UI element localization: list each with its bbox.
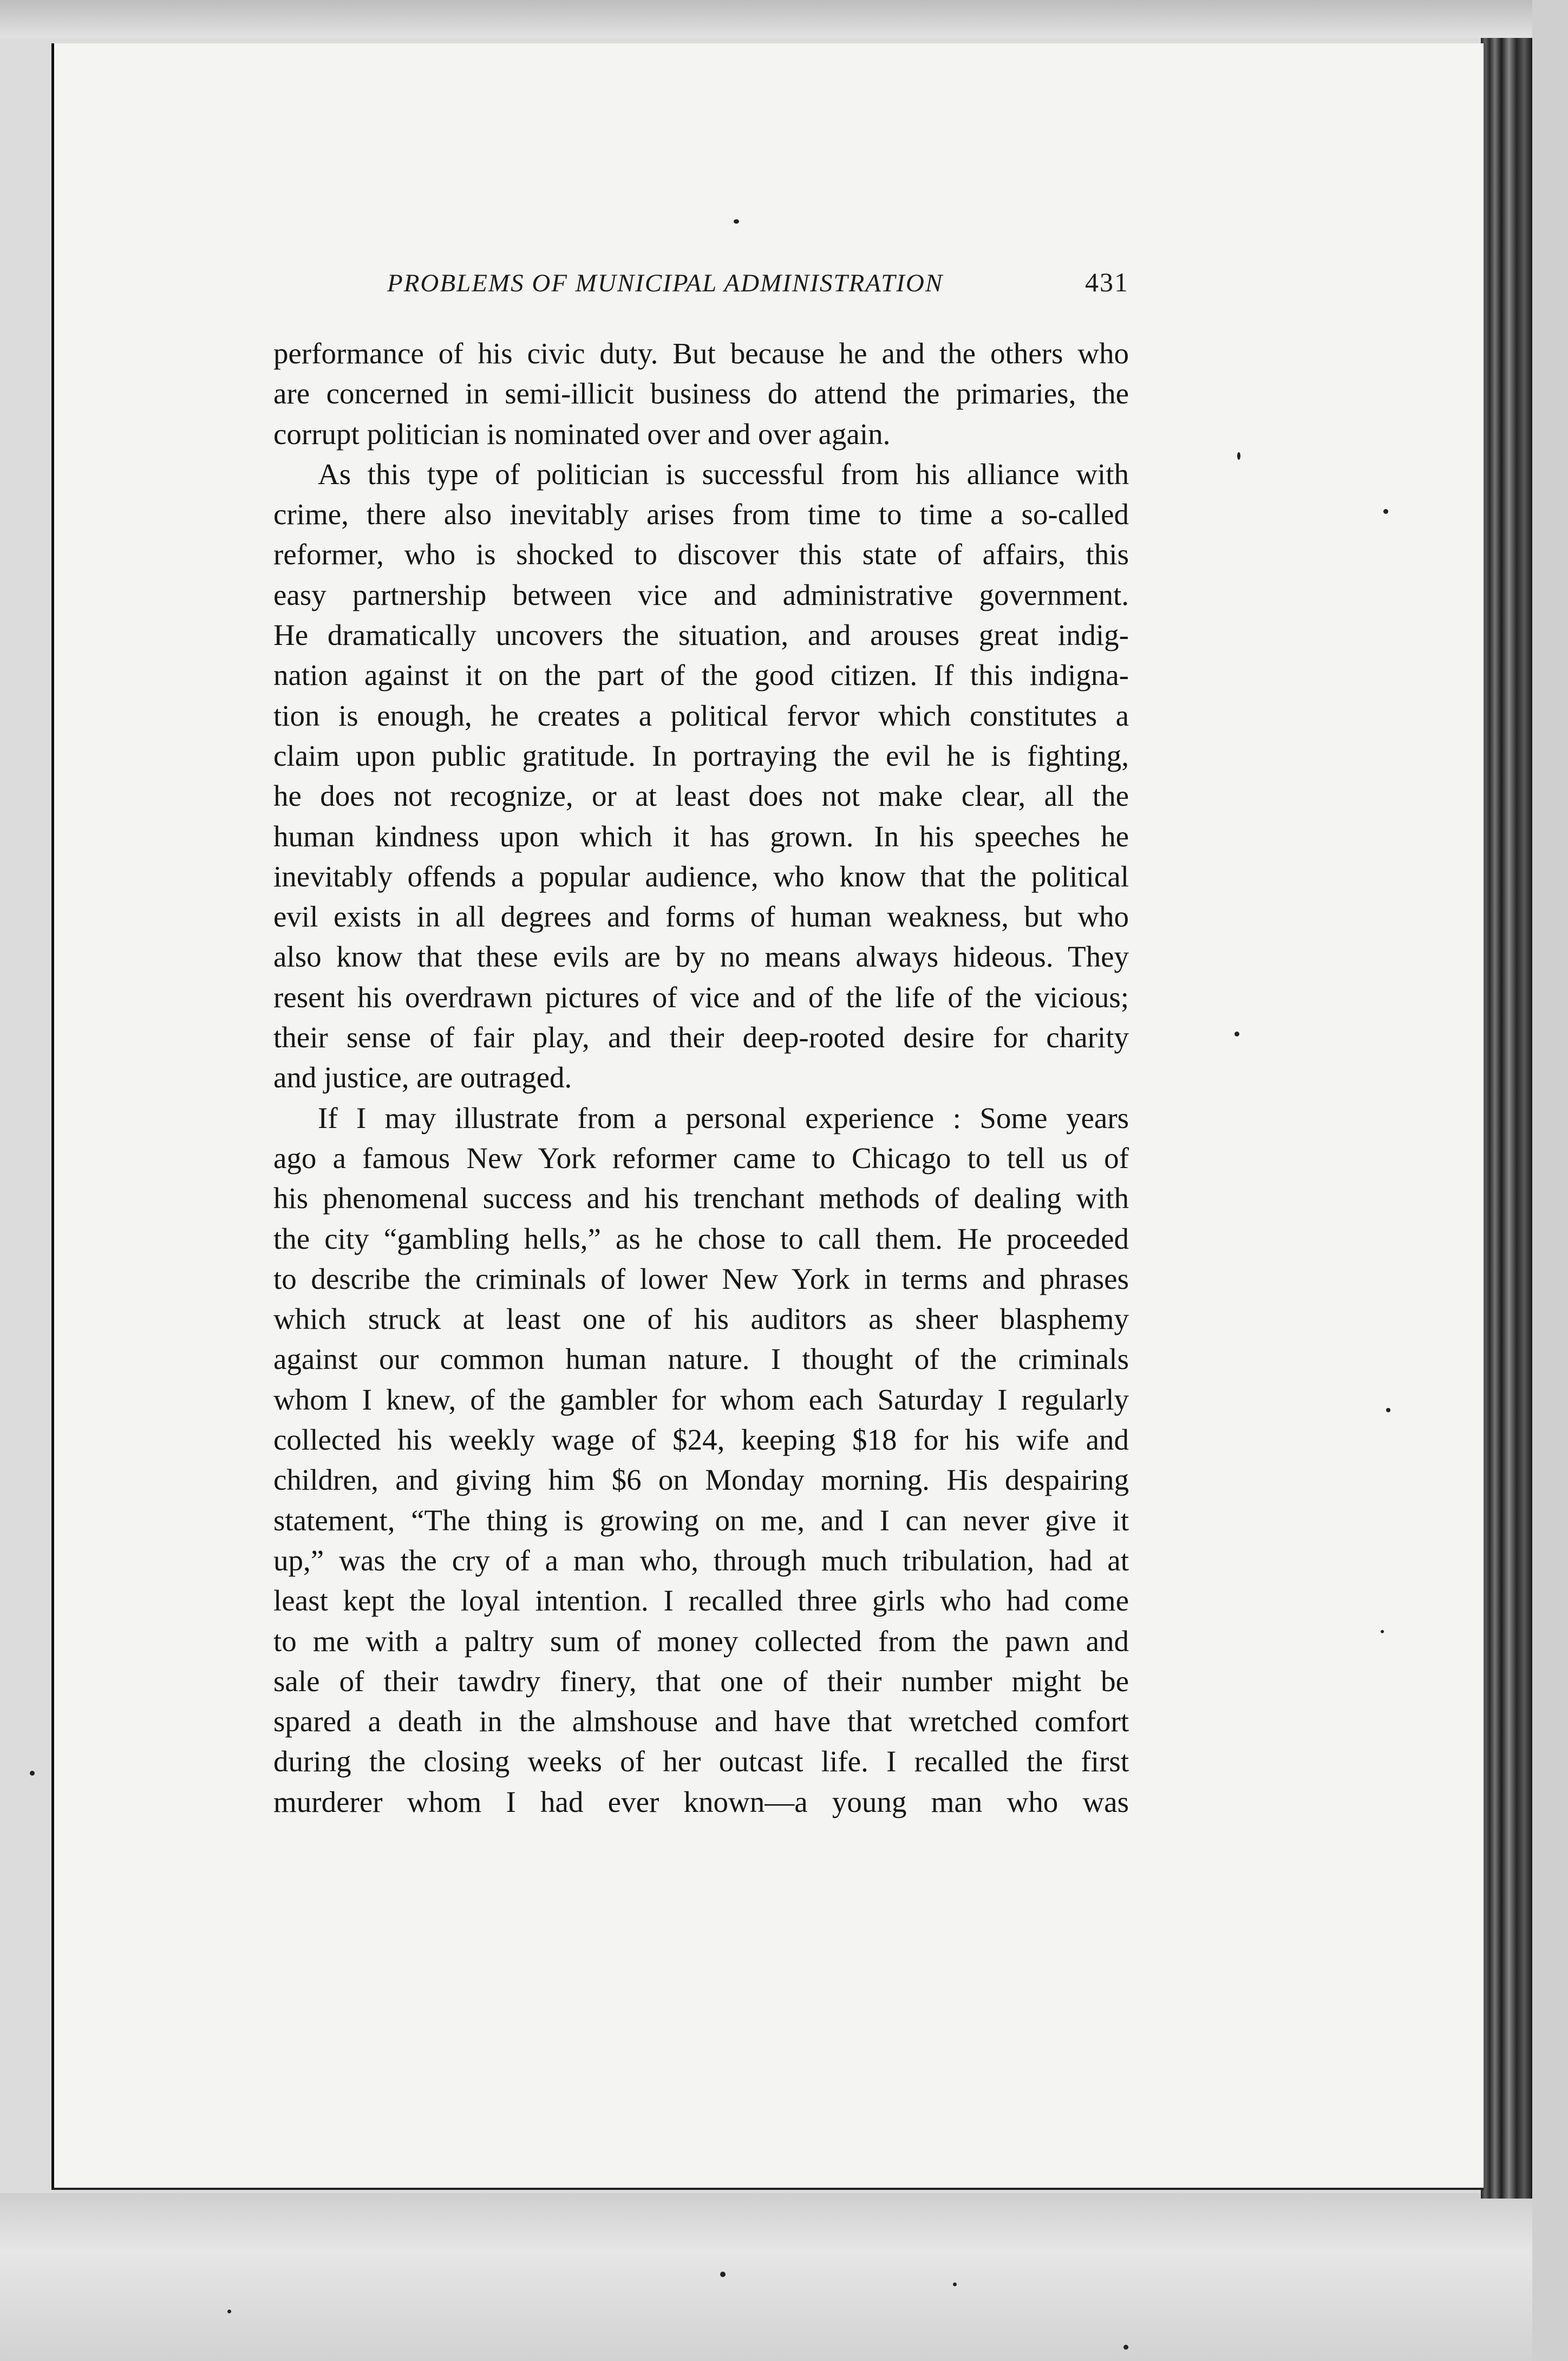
text-line: whom I knew, of the gambler for whom each Saturday I regularly (273, 1382, 1129, 1416)
text-line: are concerned in semi-illicit business do attend the primaries, the (273, 377, 1129, 410)
text-line: reformer, who is shocked to discover this state of affairs, this (273, 538, 1129, 571)
scan-bottom-margin (0, 2193, 1568, 2361)
text-line: corrupt politician is nominated over and over again. (273, 417, 891, 451)
text-line: to describe the criminals of lower New York in terms and phrases (273, 1262, 1129, 1295)
text-line: his phenomenal success and his trenchant methods of dealing with (273, 1182, 1129, 1215)
scan-speck (1234, 1032, 1239, 1036)
text-line: and justice, are outraged. (273, 1061, 572, 1094)
scan-speck (953, 2282, 957, 2286)
scan-speck (1237, 452, 1240, 460)
text-line: to me with a paltry sum of money collected from the pawn and (273, 1624, 1129, 1658)
scan-speck (1123, 2345, 1128, 2350)
scan-speck (1383, 509, 1388, 514)
scan-speck (1386, 1408, 1390, 1412)
text-line: ago a famous New York reformer came to Chicago to tell us of (273, 1141, 1129, 1175)
text-line: sale of their tawdry finery, that one of their number might be (273, 1664, 1129, 1698)
text-line: the city “gambling hells,” as he chose to call them. He proceeded (273, 1222, 1129, 1255)
scan-speck (720, 2272, 726, 2277)
text-line: performance of his civic duty. But because he and the others who (273, 337, 1129, 370)
text-line: If I may illustrate from a personal experience : Some years (318, 1101, 1129, 1134)
text-line: their sense of fair play, and their deep-rooted desire for charity (273, 1021, 1129, 1054)
text-line: children, and giving him $6 on Monday morning. His despairing (273, 1463, 1129, 1497)
scan-right-margin (1532, 0, 1568, 2361)
scan-speck (30, 1771, 35, 1776)
text-line: murderer whom I had ever known—a young man who was (273, 1785, 1129, 1818)
text-line: claim upon public gratitude. In portraying the evil he is fighting, (273, 739, 1129, 772)
text-line: evil exists in all degrees and forms of human weakness, but who (273, 900, 1129, 934)
text-line: against our common human nature. I thought of the criminals (273, 1342, 1129, 1376)
body-text (273, 334, 1129, 1822)
book-page-edges (1481, 38, 1532, 2199)
text-line: he does not recognize, or at least does not make clear, all the (273, 779, 1129, 813)
text-line: He dramatically uncovers the situation, and arouses great indig- (273, 618, 1129, 652)
text-line: up,” was the cry of a man who, through much tribulation, had at (273, 1543, 1129, 1577)
text-line: tion is enough, he creates a political fervor which constitutes a (273, 699, 1129, 732)
text-line: which struck at least one of his auditors as sheer blasphemy (273, 1302, 1129, 1336)
page-number: 431 (1085, 267, 1129, 297)
text-line: easy partnership between vice and administrative government. (273, 578, 1129, 611)
text-line: spared a death in the almshouse and have that wretched comfort (273, 1705, 1129, 1738)
text-line: crime, there also inevitably arises from time to time a so-called (273, 498, 1129, 531)
text-line: also know that these evils are by no means always hideous. They (273, 940, 1129, 974)
text-line: resent his overdrawn pictures of vice and of the life of the vicious; (273, 980, 1129, 1014)
text-line: nation against it on the part of the good citizen. If this indigna- (273, 658, 1129, 692)
scan-speck (734, 219, 739, 224)
running-head (273, 266, 1129, 304)
text-line: collected his weekly wage of $24, keeping $18 for his wife and (273, 1423, 1129, 1457)
running-head-title: PROBLEMS OF MUNICIPAL ADMINISTRATION (387, 269, 944, 297)
text-line: As this type of politician is successful from his alliance with (318, 457, 1129, 491)
text-line: human kindness upon which it has grown. In his speeches he (273, 819, 1129, 853)
scan-top-margin (0, 0, 1568, 38)
text-line: statement, “The thing is growing on me, and I can never give it (273, 1503, 1129, 1537)
scan-speck (227, 2310, 231, 2313)
text-line: during the closing weeks of her outcast life. I recalled the first (273, 1745, 1129, 1778)
scan-speck (1381, 1630, 1384, 1633)
text-line: inevitably offends a popular audience, who know that the political (273, 859, 1129, 893)
text-line: least kept the loyal intention. I recalled three girls who had come (273, 1584, 1129, 1618)
